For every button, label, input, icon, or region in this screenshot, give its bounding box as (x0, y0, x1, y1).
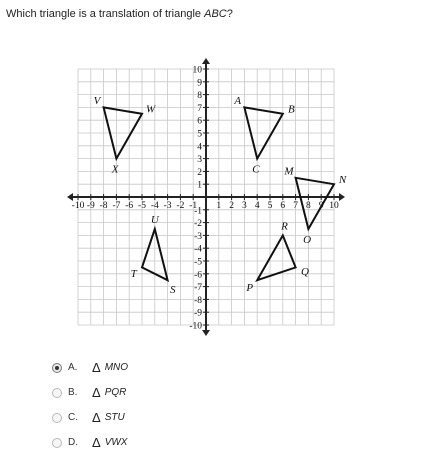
y-tick-label: 6 (197, 116, 202, 127)
vertex-label-c: C (252, 163, 260, 176)
vertex-label-v: V (93, 94, 101, 107)
option-a-label: MNO (104, 362, 129, 373)
option-a-letter: A. (68, 362, 78, 373)
y-tick-label: 5 (197, 129, 202, 140)
x-tick-label: -5 (138, 201, 146, 211)
option-b-label: PQR (104, 387, 127, 398)
vertex-label-t: T (130, 267, 137, 280)
x-axis-arrow-left (67, 193, 73, 201)
y-tick-label: -6 (194, 270, 202, 281)
vertex-label-a: A (234, 94, 242, 107)
option-c-radio[interactable] (52, 413, 62, 423)
x-axis-arrow-right (339, 193, 345, 201)
vertex-label-q: Q (300, 265, 309, 278)
x-tick-label: -1 (189, 201, 198, 211)
x-tick-label: -4 (150, 201, 159, 211)
vertex-label-w: W (145, 103, 156, 116)
option-d-letter: D. (68, 437, 78, 448)
x-tick-label: -8 (99, 201, 108, 211)
option-d-radio[interactable] (52, 438, 62, 448)
y-tick-label: -2 (194, 219, 202, 230)
vertex-label-n: N (338, 174, 347, 187)
x-tick-label: -9 (86, 201, 95, 211)
x-tick-label: 9 (318, 201, 324, 211)
x-tick-label: 6 (280, 201, 286, 211)
x-tick-label: -10 (71, 201, 85, 211)
x-tick-label: 7 (293, 201, 298, 211)
answer-options (52, 355, 252, 455)
x-tick-label: 5 (267, 201, 273, 211)
question-text (6, 8, 233, 20)
vertex-label-r: R (281, 220, 288, 233)
x-tick-label: -2 (176, 201, 185, 211)
question-prefix: Which triangle is a translation of triangle (6, 8, 205, 20)
y-axis-arrow-up (202, 58, 210, 64)
x-tick-label: 2 (229, 201, 234, 211)
y-tick-label: -5 (194, 257, 202, 268)
y-tick-label: -8 (194, 295, 202, 306)
option-c-triangle-symbol: Δ (92, 410, 101, 425)
option-b-letter: B. (68, 387, 78, 398)
y-tick-label: 10 (192, 65, 202, 76)
option-a-triangle-symbol: Δ (92, 360, 101, 375)
vertex-label-s: S (169, 283, 176, 296)
y-tick-label: 2 (197, 167, 202, 178)
y-axis-arrow-down (202, 330, 210, 336)
x-tick-label: 1 (216, 201, 222, 211)
triangle-mno (296, 178, 334, 229)
option-d-triangle-symbol: Δ (92, 435, 101, 450)
y-tick-label: -10 (189, 321, 202, 332)
option-c-letter: C. (68, 412, 78, 423)
vertex-label-m: M (284, 165, 294, 178)
option-c-label: STU (104, 412, 125, 423)
y-tick-label: 7 (197, 103, 202, 114)
option-b-triangle-symbol: Δ (92, 385, 101, 400)
y-tick-label: 1 (197, 180, 202, 191)
option-a[interactable] (52, 355, 252, 380)
question-suffix: ? (226, 8, 233, 20)
x-tick-label: 4 (254, 201, 260, 211)
y-tick-label: -7 (194, 283, 202, 294)
x-tick-label: -7 (112, 201, 121, 211)
vertex-label-b: B (288, 103, 295, 116)
y-tick-label: -9 (194, 308, 202, 319)
y-tick-label: 4 (197, 142, 202, 153)
x-tick-label: -3 (163, 201, 172, 211)
option-c[interactable] (52, 405, 252, 430)
vertex-label-o: O (303, 233, 312, 246)
option-d[interactable] (52, 430, 252, 455)
y-tick-label: -3 (194, 231, 202, 242)
y-tick-label: -1 (194, 206, 202, 217)
option-b-radio[interactable] (52, 388, 62, 398)
option-a-radio[interactable] (52, 363, 62, 373)
y-tick-label: 9 (197, 78, 202, 89)
x-tick-label: -6 (125, 201, 134, 211)
coordinate-grid (56, 52, 356, 342)
option-d-label: VWX (104, 437, 128, 448)
vertex-label-x: X (111, 163, 119, 176)
y-tick-label: -4 (194, 244, 202, 255)
y-tick-label: 8 (197, 91, 202, 102)
vertex-label-u: U (150, 214, 159, 226)
x-tick-label: 3 (242, 201, 247, 211)
x-tick-label: 10 (329, 201, 339, 211)
option-b[interactable] (52, 380, 252, 405)
question-triangle-name: ABC (204, 8, 227, 20)
x-tick-label: 8 (306, 201, 311, 211)
y-tick-label: 3 (197, 155, 202, 166)
vertex-label-p: P (246, 281, 254, 294)
